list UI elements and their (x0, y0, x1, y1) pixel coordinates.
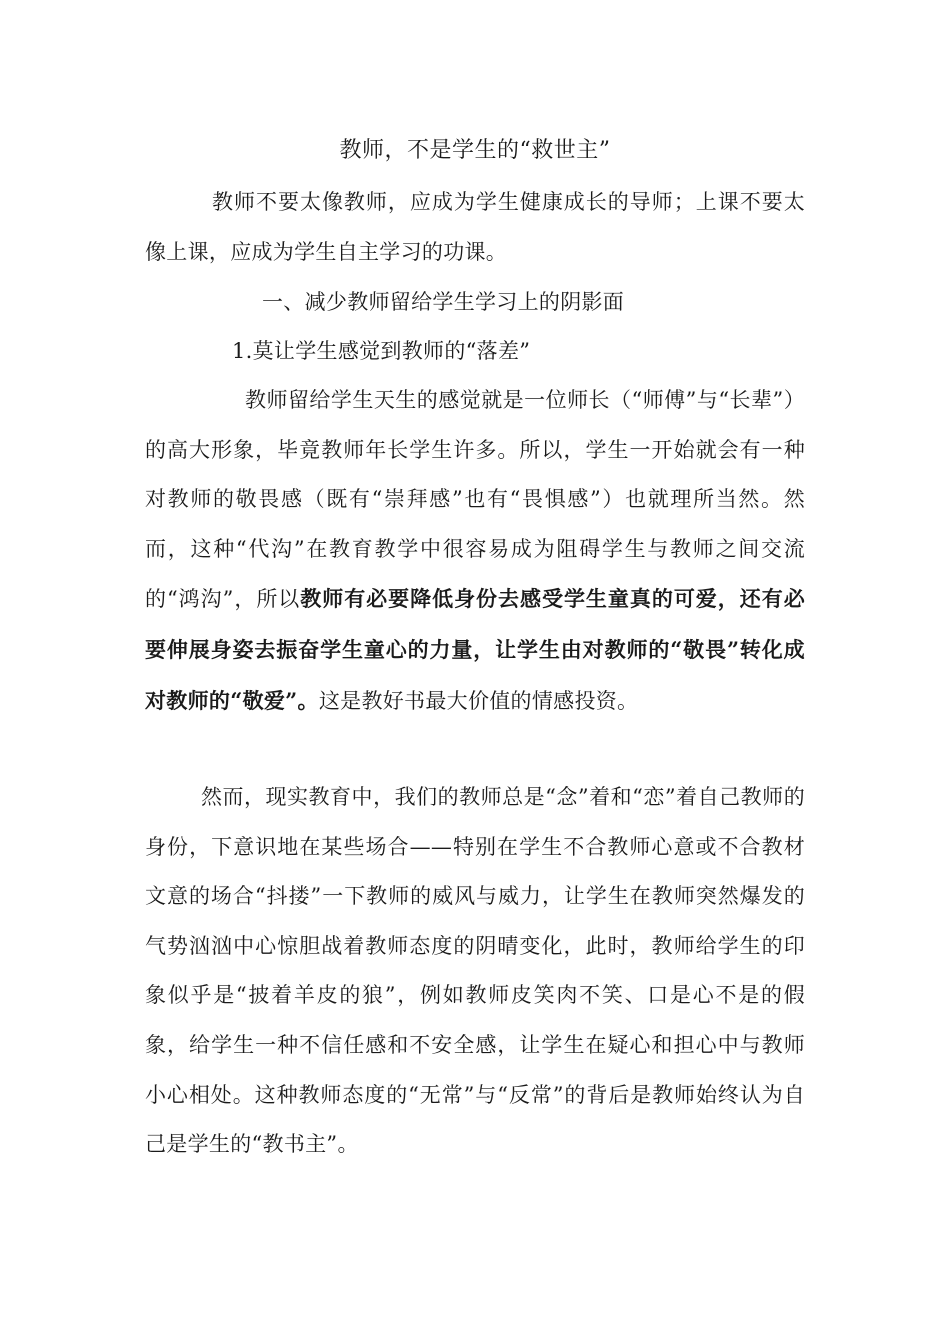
subheading: 1.莫让学生感觉到教师的“落差” (232, 339, 531, 363)
paragraph-2-text-before: 教师留给学生天生的感觉就是一位师长（“师傅”与“长辈”）的高大形象，毕竟教师年长学生许多。所以，学生一开始就会有一种对教师的敬畏感（既有“崇拜感”也有“畏惧感”）也就理所当然。然而，这种“代沟”在教育教学中很容易成为阻碍学生与教师之间交流的“鸿沟”，所以 (145, 388, 805, 612)
body-paragraph-2 (145, 376, 805, 726)
body-paragraph-3: 然而，现实教育中，我们的教师总是“念”着和“恋”着自己教师的身份，下意识地在某些场合——特别在学生不合教师心意或不合教材文意的场合“抖搂”一下教师的威风与威力，让学生在教师突然爆发的气势汹汹中心惊胆战着教师态度的阴晴变化，此时，教师给学生的印象似乎是“披着羊皮的狼”，例如教师皮笑肉不笑、口是心不是的假象，给学生一种不信任感和不安全感，让学生在疑心和担心中与教师小心相处。这种教师态度的“无常”与“反常”的背后是教师始终认为自己是学生的“教书主”。 (145, 785, 805, 1157)
paragraph-2-bold-text: 教师有必要降低身份去感受学生童真的可爱，还有必要伸展身姿去振奋学生童心的力量，让学生由对教师的“敬畏”转化成对教师的“敬爱”。 (145, 586, 805, 713)
paragraph-2-text-after: 这是教好书最大价值的情感投资。 (318, 688, 639, 713)
document-title: 教师，不是学生的“救世主” (339, 138, 611, 163)
section-heading: 一、减少教师留给学生学习上的阴影面 (262, 290, 625, 314)
intro-paragraph: 教师不要太像教师，应成为学生健康成长的导师；上课不要太像上课，应成为学生自主学习的功课。 (145, 190, 805, 264)
